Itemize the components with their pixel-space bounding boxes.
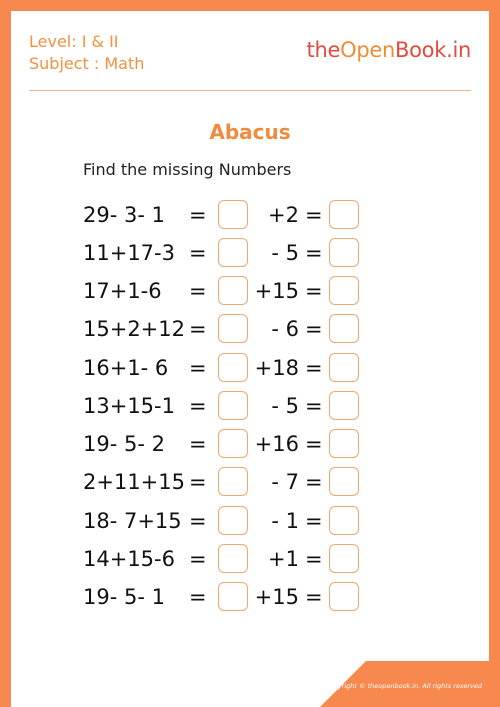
answer-box[interactable] — [218, 276, 248, 305]
answer-box[interactable] — [218, 467, 248, 496]
answer-box[interactable] — [329, 391, 359, 420]
answer-box[interactable] — [218, 544, 248, 573]
equals-sign: = — [305, 547, 323, 571]
answer-box[interactable] — [218, 200, 248, 229]
answer-box[interactable] — [329, 276, 359, 305]
problem-operation: - 6 — [271, 317, 299, 341]
problem-row — [0, 506, 500, 536]
problem-operation: +15 — [254, 585, 299, 609]
answer-box[interactable] — [329, 429, 359, 458]
equals-sign: = — [305, 356, 323, 380]
equals-sign: = — [189, 394, 207, 418]
problem-expression: 11+17-3 — [83, 241, 175, 265]
problem-operation: - 5 — [271, 241, 299, 265]
instruction-text: Find the missing Numbers — [83, 160, 292, 179]
problem-row — [0, 276, 500, 306]
problem-operation: - 5 — [271, 394, 299, 418]
worksheet-meta — [29, 31, 144, 75]
problem-operation: - 1 — [271, 509, 299, 533]
equals-sign: = — [189, 203, 207, 227]
problem-operation: - 7 — [271, 470, 299, 494]
answer-box[interactable] — [329, 582, 359, 611]
problem-row — [0, 353, 500, 383]
problem-row — [0, 238, 500, 268]
answer-box[interactable] — [329, 467, 359, 496]
equals-sign: = — [305, 509, 323, 533]
equals-sign: = — [189, 432, 207, 456]
problem-row — [0, 391, 500, 421]
answer-box[interactable] — [218, 429, 248, 458]
equals-sign: = — [305, 241, 323, 265]
problem-row — [0, 314, 500, 344]
worksheet-title: Abacus — [209, 120, 291, 144]
equals-sign: = — [305, 317, 323, 341]
answer-box[interactable] — [218, 391, 248, 420]
answer-box[interactable] — [329, 353, 359, 382]
equals-sign: = — [189, 470, 207, 494]
brand-part-3: Book.in — [395, 38, 471, 62]
copyright-notice: Copyright © theopenbook.in. All rights reserved — [325, 682, 482, 690]
equals-sign: = — [305, 394, 323, 418]
subject-label: Subject : Math — [29, 54, 145, 73]
brand-logo — [307, 38, 471, 62]
problem-expression: 13+15-1 — [83, 394, 175, 418]
problem-expression: 19- 5- 2 — [83, 432, 165, 456]
problem-operation: +18 — [254, 356, 299, 380]
problem-expression: 19- 5- 1 — [83, 585, 165, 609]
equals-sign: = — [305, 432, 323, 456]
answer-box[interactable] — [218, 353, 248, 382]
problem-expression: 14+15-6 — [83, 547, 175, 571]
answer-box[interactable] — [218, 506, 248, 535]
answer-box[interactable] — [329, 200, 359, 229]
equals-sign: = — [189, 317, 207, 341]
equals-sign: = — [305, 470, 323, 494]
equals-sign: = — [189, 509, 207, 533]
problem-expression: 17+1-6 — [83, 279, 162, 303]
equals-sign: = — [305, 203, 323, 227]
answer-box[interactable] — [329, 544, 359, 573]
problem-expression: 18- 7+15 — [83, 509, 182, 533]
problem-expression: 16+1- 6 — [83, 356, 169, 380]
problem-row — [0, 200, 500, 230]
problem-operation: +15 — [254, 279, 299, 303]
problem-row — [0, 429, 500, 459]
answer-box[interactable] — [218, 582, 248, 611]
answer-box[interactable] — [218, 238, 248, 267]
problem-expression: 29- 3- 1 — [83, 203, 165, 227]
equals-sign: = — [189, 356, 207, 380]
problem-operation: +2 — [268, 203, 299, 227]
equals-sign: = — [305, 585, 323, 609]
problem-row — [0, 582, 500, 612]
answer-box[interactable] — [329, 314, 359, 343]
problem-operation: +16 — [254, 432, 299, 456]
problem-row — [0, 467, 500, 497]
answer-box[interactable] — [218, 314, 248, 343]
answer-box[interactable] — [329, 238, 359, 267]
header-divider — [29, 90, 471, 91]
equals-sign: = — [305, 279, 323, 303]
brand-part-2: Open — [340, 38, 396, 62]
equals-sign: = — [189, 279, 207, 303]
equals-sign: = — [189, 585, 207, 609]
level-label: Level: I & II — [29, 32, 119, 51]
problem-row — [0, 544, 500, 574]
brand-part-1: the — [306, 38, 341, 62]
problem-expression: 15+2+12 — [83, 317, 185, 341]
problem-expression: 2+11+15 — [83, 470, 185, 494]
problem-operation: +1 — [268, 547, 299, 571]
equals-sign: = — [189, 547, 207, 571]
equals-sign: = — [189, 241, 207, 265]
answer-box[interactable] — [329, 506, 359, 535]
